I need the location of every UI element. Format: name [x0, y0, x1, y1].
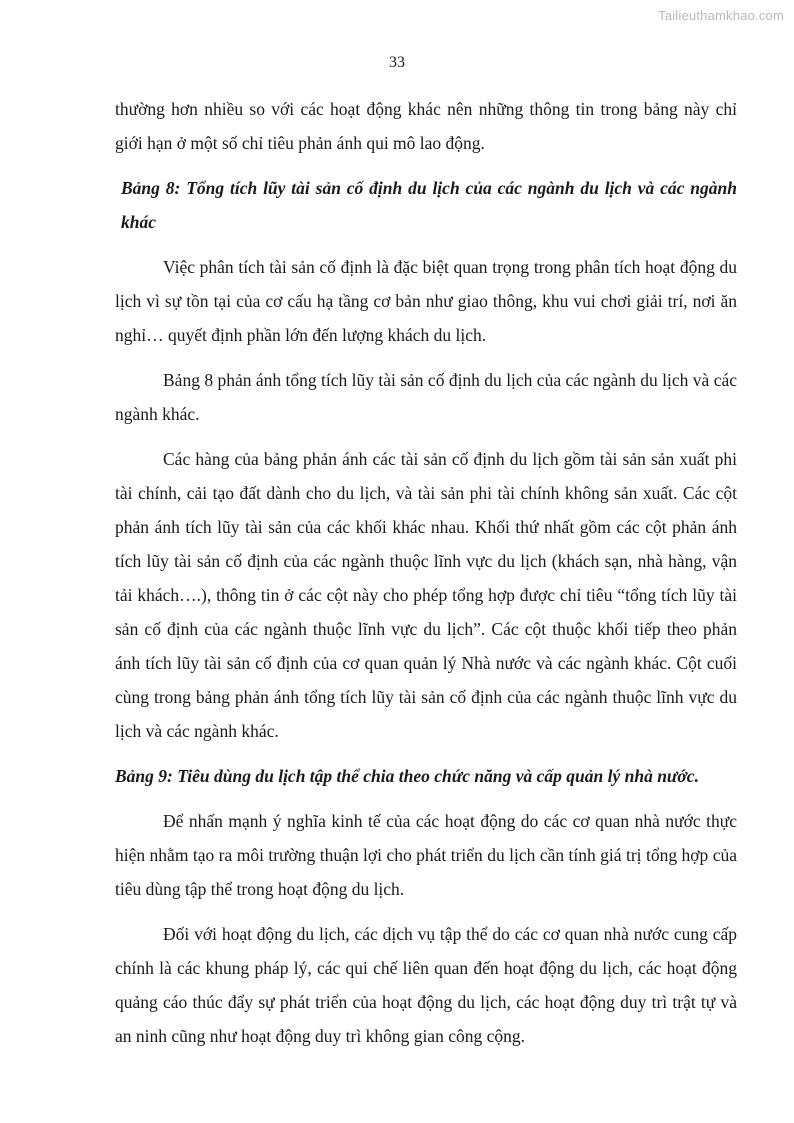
watermark: Tailieuthamkhao.com [658, 8, 784, 23]
paragraph-continuation: thường hơn nhiều so với các hoạt động khác nên những thông tin trong bảng này chỉ giới hạn ở một số chỉ tiêu phản ánh qui mô lao động. [115, 99, 737, 153]
paragraph-fixed-assets-analysis: Việc phân tích tài sản cố định là đặc biệt quan trọng trong phân tích hoạt động du lịch vì sự tồn tại của cơ cấu hạ tầng cơ bản như giao thông, khu vui chơi giải trí, nơi ăn nghỉ… quyết định phần lớn đến lượng khách du lịch. [115, 257, 737, 345]
table-9-heading: Bảng 9: Tiêu dùng du lịch tập thể chia theo chức năng và cấp quản lý nhà nước. [115, 766, 699, 786]
table-8-heading: Bảng 8: Tổng tích lũy tài sản cố định du lịch của các ngành du lịch và các ngành khác [121, 178, 737, 232]
page-number: 33 [389, 54, 405, 71]
paragraph-collective-services: Đối với hoạt động du lịch, các dịch vụ tập thể do các cơ quan nhà nước cung cấp chính là các khung pháp lý, các qui chế liên quan đến hoạt động du lịch, các hoạt động quảng cáo thúc đẩy sự phát triển của hoạt động du lịch, các hoạt động duy trì trật tự và an ninh cũng như hoạt động duy trì không gian công cộng. [115, 924, 737, 1046]
paragraph-table-8-structure: Các hàng của bảng phản ánh các tài sản cố định du lịch gồm tài sản sản xuất phi tài chính, cải tạo đất dành cho du lịch, và tài sản phi tài chính không sản xuất. Các cột phản ánh tích lũy tài sản của các khối khác nhau. Khối thứ nhất gồm các cột phản ánh tích lũy tài sản cố định của các ngành thuộc lĩnh vực du lịch (khách sạn, nhà hàng, vận tải khách….), thông tin ở các cột này cho phép tổng hợp được chỉ tiêu “tổng tích lũy tài sản cố định của các ngành thuộc lĩnh vực du lịch”. Các cột thuộc khối tiếp theo phản ánh tích lũy tài sản cố định của cơ quan quản lý Nhà nước và các ngành khác. Cột cuối cùng trong bảng phản ánh tổng tích lũy tài sản cố định của các ngành thuộc lĩnh vực du lịch và các ngành khác. [115, 449, 737, 741]
paragraph-table-8-summary: Bảng 8 phản ánh tổng tích lũy tài sản cố định du lịch của các ngành du lịch và các ngành khác. [115, 370, 737, 424]
document-body [115, 92, 737, 1064]
paragraph-collective-consumption: Để nhấn mạnh ý nghĩa kinh tế của các hoạt động do các cơ quan nhà nước thực hiện nhằm tạo ra môi trường thuận lợi cho phát triển du lịch cần tính giá trị tổng hợp của tiêu dùng tập thể trong hoạt động du lịch. [115, 811, 737, 899]
